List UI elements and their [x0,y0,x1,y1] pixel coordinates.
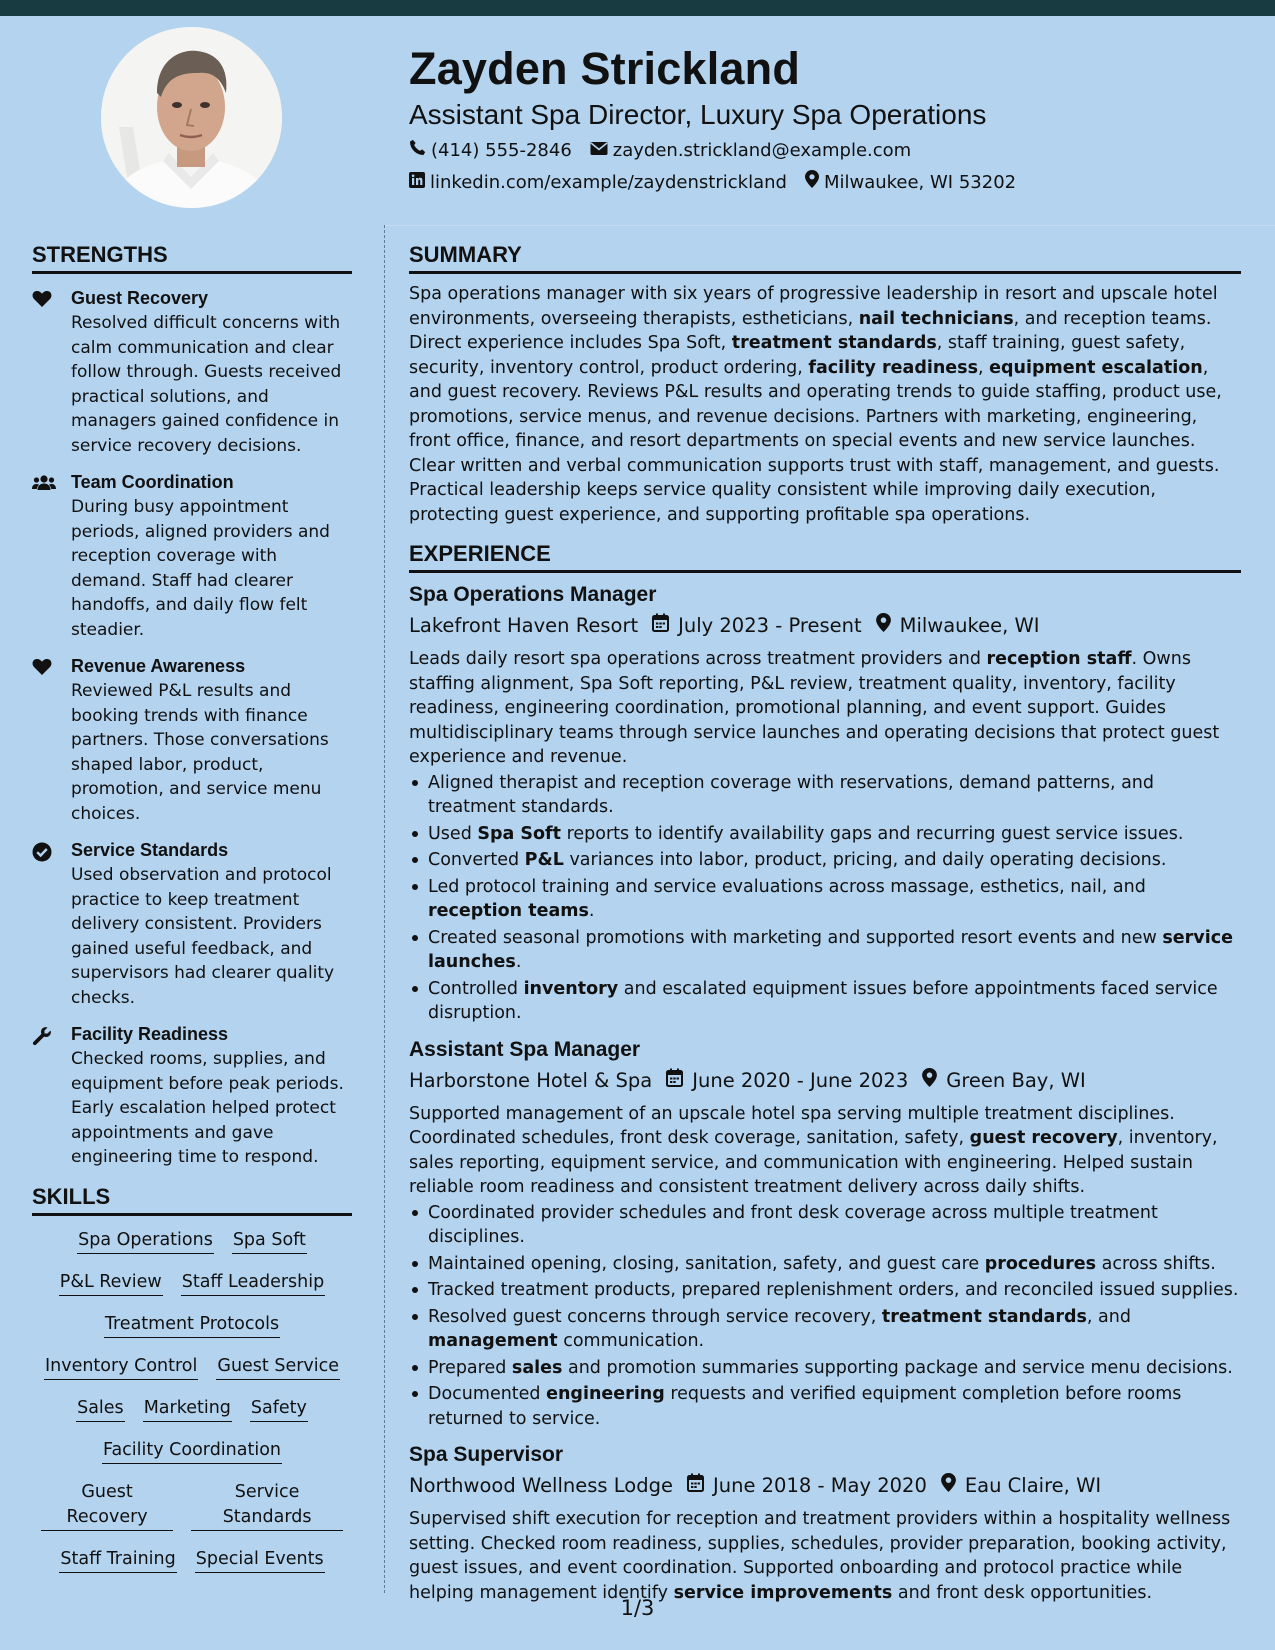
job-company: Lakefront Haven Resort [409,614,639,637]
linkedin-text: linkedin.com/example/zaydenstrickland [430,172,787,193]
bullet-item [409,1252,1241,1277]
job-meta [409,1064,1241,1098]
strength-item [32,838,352,1010]
strength-title: Revenue Awareness [71,656,246,676]
map-pin-icon [941,1469,965,1503]
job-description [409,1102,1241,1200]
skill-tag: Spa Soft [232,1228,307,1254]
job-bullets [409,771,1241,1026]
text-run: requests and verified equipment completion before rooms returned to service. [428,1384,1182,1429]
job-location-text: Eau Claire, WI [964,1474,1102,1497]
bullet-item [409,1356,1241,1381]
page-number: 1/3 [620,1596,655,1620]
job-title: Spa Operations Manager [409,583,657,606]
skill-tag: P&L Review [59,1270,163,1296]
skill-row [32,1312,352,1338]
job-company: Northwood Wellness Lodge [409,1474,673,1497]
skill-tag: Inventory Control [44,1354,198,1380]
summary-heading: SUMMARY [409,240,1241,274]
contact-linkedin [409,167,787,199]
skill-tag: Facility Coordination [102,1438,282,1464]
strength-desc: During busy appointment periods, aligned providers and reception coverage with demand. Staff had clearer handoffs, and daily flow felt steadier. [71,497,330,640]
envelope-icon [590,135,613,167]
contact-row-2 [409,167,1249,199]
bold-phrase: equipment escalation [989,357,1203,378]
bold-phrase: treatment standards [731,333,937,353]
job-meta [409,1469,1241,1503]
text-run: Resolved guest concerns through service recovery, [428,1306,882,1327]
bold-phrase: guest recovery [969,1128,1118,1148]
bold-phrase: service launches [428,927,1233,972]
text-run: , staff training, guest safety, security, inventory control, product ordering, [409,333,1186,378]
text-run: Maintained opening, closing, sanitation, safety, and guest care [428,1253,985,1274]
job-description [409,647,1241,770]
text-run: Leads daily resort spa operations across treatment providers and [409,649,987,669]
bullet-item [409,926,1241,975]
job-dates-text: June 2018 - May 2020 [712,1474,927,1497]
wrench-icon [32,1022,71,1170]
bullet-item [409,771,1241,820]
strengths-list [32,286,352,1170]
skill-row [32,1354,352,1380]
strength-title: Guest Recovery [71,288,209,308]
text-run: Coordinated provider schedules and front desk coverage across multiple treatment disciplines. [428,1202,1158,1247]
bold-phrase: engineering [546,1384,665,1404]
summary-text [409,282,1241,527]
bold-phrase: inventory [523,978,619,999]
strength-title: Facility Readiness [71,1024,229,1044]
skill-tag: Sales [76,1396,125,1422]
map-pin-icon [805,167,824,199]
strength-title: Team Coordination [71,472,234,492]
calendar-icon [652,609,678,643]
linkedin-icon [409,167,430,199]
map-pin-icon [876,609,900,643]
job-dates-text: June 2020 - June 2023 [692,1068,909,1092]
skill-row [32,1270,352,1296]
job-entry [409,1441,1241,1605]
job-description [409,1507,1241,1605]
bullet-item [409,977,1241,1026]
users-icon [32,470,71,642]
bullet-item [409,1201,1241,1250]
bullet-item [409,875,1241,924]
skill-tag: Treatment Protocols [104,1312,280,1338]
bold-phrase: nail technicians [858,308,1014,329]
bold-phrase: treatment standards [881,1306,1087,1327]
column-divider [384,225,385,1593]
contact-location [805,167,1016,199]
text-run: across shifts. [1096,1253,1216,1274]
text-run: and promotion summaries supporting package and service menu decisions. [562,1357,1233,1378]
skill-tag: Guest Service [216,1354,340,1380]
text-run: Tracked treatment products, prepared replenishment orders, and reconciled issued supplies. [428,1280,1239,1300]
job-location [922,1064,1086,1098]
bold-phrase: procedures [984,1253,1097,1274]
job-meta [409,609,1241,643]
job-location [876,609,1040,643]
strength-desc: Checked rooms, supplies, and equipment before peak periods. Early escalation helped protect appointments and gave engineering time to respond. [71,1049,344,1167]
candidate-title: Assistant Spa Director, Luxury Spa Operations [409,99,987,130]
strength-item [32,1022,352,1170]
left-column [32,240,352,1589]
skill-row [32,1438,352,1464]
strength-desc: Used observation and protocol practice to keep treatment delivery consistent. Providers gained useful feedback, and supervisors had clearer quality checks. [71,865,335,1008]
text-run: and escalated equipment issues before appointments faced service disruption. [428,978,1218,1023]
contact-email [590,135,911,167]
contact-phone [409,135,572,167]
job-company: Harborstone Hotel & Spa [409,1068,653,1092]
job-dates-text: July 2023 - Present [678,614,862,637]
bold-phrase: reception teams [428,901,589,921]
heart-icon [32,654,71,826]
text-run: variances into labor, product, pricing, and daily operating decisions. [563,850,1167,870]
heart-icon [32,286,71,458]
skills-list [32,1228,352,1573]
text-run: , and reception teams. Direct experience includes Spa Soft, [409,308,1212,353]
text-run: communication. [557,1331,705,1351]
bullet-item [409,1278,1241,1303]
right-column [409,240,1241,1615]
candidate-name: Zayden Strickland [409,43,801,94]
calendar-icon [666,1064,692,1098]
bullet-item [409,1305,1241,1354]
job-title: Spa Supervisor [409,1443,564,1466]
text-run: . Owns staffing alignment, Spa Soft reporting, P&L review, treatment quality, inventory, facility readiness, engineering coordination, promotional planning, and event support. Guides multidisciplinary teams through service launches and operating decisions that protect guest experience and revenue. [409,649,1220,767]
text-run: reports to identify availability gaps and recurring guest service issues. [561,823,1184,844]
text-run: , [978,357,990,378]
resume-header [409,40,1249,199]
text-run: . [515,952,522,972]
text-run: Spa operations manager with six years of progressive leadership in resort and upscale hotel environments, overseeing therapists, estheticians, [409,284,1218,329]
bold-phrase: management [428,1331,558,1351]
skill-tag: Spa Operations [77,1228,214,1254]
bold-phrase: facility readiness [808,357,979,378]
skill-tag: Staff Training [59,1547,176,1573]
job-dates [666,1064,908,1098]
text-run: Prepared [428,1357,512,1378]
contact-row-1 [409,135,1249,167]
bold-phrase: reception staff [986,649,1132,669]
text-run: Created seasonal promotions with marketing and supported resort events and new [428,927,1163,948]
skill-row [32,1228,352,1254]
text-run: Converted [428,850,525,870]
phone-text: (414) 555-2846 [431,140,572,161]
strength-item [32,470,352,642]
skill-tag: Safety [250,1396,308,1422]
experience-heading: EXPERIENCE [409,539,1241,573]
bold-phrase: sales [511,1357,563,1378]
skill-tag: Service Standards [191,1480,343,1531]
skill-tag: Marketing [143,1396,232,1422]
bullet-item [409,848,1241,873]
header-divider [384,225,1275,226]
strength-item [32,654,352,826]
text-run: , and guest recovery. Reviews P&L results and operating trends to guide staffing, product use, promotions, service menus, and revenue decisions. Partners with marketing, engineering, front office, finance, and resort departments on special events and new service launches. Clear written and verbal communication supports trust with staff, management, and guests. Practical leadership keeps service quality consistent while improving daily execution, protecting guest experience, and supporting profitable spa operations. [409,357,1222,525]
location-text: Milwaukee, WI 53202 [823,172,1017,193]
bullet-item [409,822,1241,847]
skill-row [32,1547,352,1573]
job-location-text: Milwaukee, WI [899,614,1040,637]
text-run: , and [1086,1306,1131,1327]
text-run: Used [428,823,478,844]
bold-phrase: service improvements [673,1582,893,1603]
bold-phrase: Spa Soft [477,823,562,844]
job-location [941,1469,1101,1503]
email-text: zayden.strickland@example.com [612,140,912,161]
job-entry [409,1036,1241,1432]
text-run: Supported management of an upscale hotel spa serving multiple treatment disciplines. Coordinated schedules, front desk coverage, sanitation, safety, [409,1103,1175,1148]
text-run: Aligned therapist and reception coverage with reservations, demand patterns, and treatment standards. [428,772,1155,817]
skill-row [32,1396,352,1422]
job-entry [409,581,1241,1026]
text-run: Supervised shift execution for reception and treatment providers within a hospitality wellness setting. Checked room readiness, supplies, schedules, provider preparation, booking activity, guest issues, and event coordination. Supported onboarding and protocol practice while helping management identify [409,1509,1231,1603]
strength-item [32,286,352,458]
top-accent-bar [0,0,1275,16]
check-circle-icon [32,838,71,1010]
text-run: , inventory, sales reporting, equipment service, and communication with engineering. Helped sustain reliable room readiness and consistent treatment delivery across daily shifts. [409,1128,1218,1197]
calendar-icon [687,1469,713,1503]
skill-row [32,1480,352,1531]
strength-desc: Resolved difficult concerns with calm communication and clear follow through. Guests received practical solutions, and managers gained confidence in service recovery decisions. [71,313,342,456]
job-dates [652,609,862,643]
profile-photo [101,27,282,208]
text-run: . [588,901,595,921]
text-run: Led protocol training and service evaluations across massage, esthetics, nail, and [428,876,1146,897]
job-bullets [409,1201,1241,1432]
text-run: Controlled [428,978,524,999]
strength-desc: Reviewed P&L results and booking trends with finance partners. Those conversations shaped labor, product, promotion, and service menu choices. [71,681,329,824]
bold-phrase: P&L [524,850,564,870]
text-run: and front desk opportunities. [892,1582,1153,1603]
job-location-text: Green Bay, WI [946,1068,1086,1092]
skill-tag: Special Events [195,1547,325,1573]
map-pin-icon [922,1064,946,1098]
bullet-item [409,1382,1241,1431]
text-run: Documented [428,1384,547,1404]
strengths-heading: STRENGTHS [32,240,352,274]
strength-title: Service Standards [71,840,229,860]
skill-tag: Staff Leadership [181,1270,326,1296]
job-title: Assistant Spa Manager [409,1037,641,1061]
skill-tag: Guest Recovery [41,1480,173,1531]
phone-icon [409,135,431,167]
job-dates [687,1469,927,1503]
skills-heading: SKILLS [32,1182,352,1216]
